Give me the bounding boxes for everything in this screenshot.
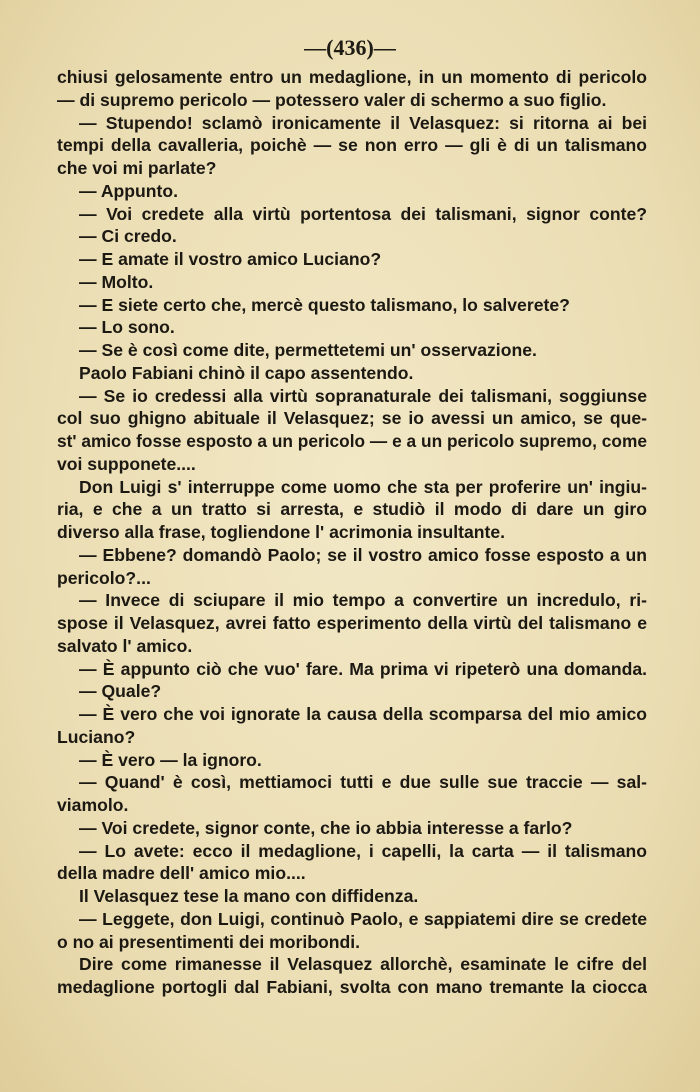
text-line: — Ebbene? domandò Paolo; se il vostro amico fosse esposto a un bbox=[79, 544, 647, 565]
page-text bbox=[57, 66, 647, 999]
text-line: salvato l' amico. bbox=[57, 635, 193, 656]
text-line: chiusi gelosamente entro un medaglione, in un momento di pericolo bbox=[57, 67, 647, 87]
text-line: col suo ghigno abituale il Velasquez; se io avessi un amico, se que- bbox=[57, 408, 647, 429]
text-line: — Quale? bbox=[79, 681, 162, 702]
text-line: — Quand' è così, mettiamoci tutti e due sulle sue traccie — sal- bbox=[79, 772, 647, 793]
text-line: viamolo. bbox=[57, 795, 129, 815]
text-line: medaglione portogli dal Fabiani, svolta con mano tremante la ciocca bbox=[57, 977, 647, 997]
text-line: Luciano? bbox=[57, 726, 136, 747]
text-line: — di supremo pericolo — potessero valer di schermo a suo figlio. bbox=[57, 89, 607, 110]
text-line: — E amate il vostro amico Luciano? bbox=[79, 249, 382, 269]
text-line: — Voi credete alla virtù portentosa dei talismani, signor conte? bbox=[79, 203, 647, 224]
text-line: Dire come rimanesse il Velasquez allorchè, esaminate le cifre del bbox=[79, 954, 647, 975]
text-line: — Se io credessi alla virtù sopranaturale dei talismani, soggiunse bbox=[79, 385, 647, 406]
text-line: diverso alla frase, togliendone l' acrimonia insultante. bbox=[57, 522, 506, 542]
text-line: — Lo sono. bbox=[79, 317, 175, 338]
text-line: Paolo Fabiani chinò il capo assentendo. bbox=[79, 362, 414, 383]
page-number: —(436)— bbox=[304, 35, 396, 60]
text-line: — Voi credete, signor conte, che io abbia interesse a farlo? bbox=[79, 817, 573, 838]
text-line: della madre dell' amico mio.... bbox=[57, 863, 306, 884]
text-line: — È vero — la ignoro. bbox=[79, 749, 262, 770]
text-line: — È appunto ciò che vuo' fare. Ma prima vi ripeterò una domanda. bbox=[79, 658, 647, 679]
text-line: spose il Velasquez, avrei fatto esperimento della virtù del talismano e bbox=[57, 613, 647, 633]
text-line: — Lo avete: ecco il medaglione, i capelli, la carta — il talismano bbox=[79, 840, 647, 861]
text-line: voi supponete.... bbox=[57, 453, 196, 474]
text-line: — Molto. bbox=[79, 271, 154, 292]
text-line: pericolo?... bbox=[57, 567, 151, 588]
text-line: ria, e che a un tratto si arresta, e studiò il modo di dare un giro bbox=[57, 499, 647, 520]
text-line: Il Velasquez tese la mano con diffidenza. bbox=[79, 886, 419, 906]
text-line: — Se è così come dite, permettetemi un' osservazione. bbox=[79, 340, 537, 360]
text-line: st' amico fosse esposto a un pericolo — e a un pericolo supremo, come bbox=[57, 431, 647, 451]
text-line: — Invece di sciupare il mio tempo a convertire un incredulo, ri- bbox=[79, 590, 647, 611]
text-line: — Stupendo! sclamò ironicamente il Velasquez: si ritorna ai bei bbox=[79, 112, 647, 133]
text-line: — Leggete, don Luigi, continuò Paolo, e sappiatemi dire se credete bbox=[79, 908, 647, 929]
text-line: che voi mi parlate? bbox=[57, 158, 217, 178]
text-line: o no ai presentimenti dei moribondi. bbox=[57, 931, 361, 952]
text-line: tempi della cavalleria, poichè — se non erro — gli è di un talismano bbox=[57, 135, 647, 156]
text-line: Don Luigi s' interruppe come uomo che sta per proferire un' ingiu- bbox=[79, 476, 647, 497]
text-line: — E siete certo che, mercè questo talismano, lo salverete? bbox=[79, 294, 570, 315]
text-line: — Ci credo. bbox=[79, 226, 177, 247]
text-line: — Appunto. bbox=[79, 180, 179, 201]
text-line: — È vero che voi ignorate la causa della scomparsa del mio amico bbox=[79, 704, 647, 724]
